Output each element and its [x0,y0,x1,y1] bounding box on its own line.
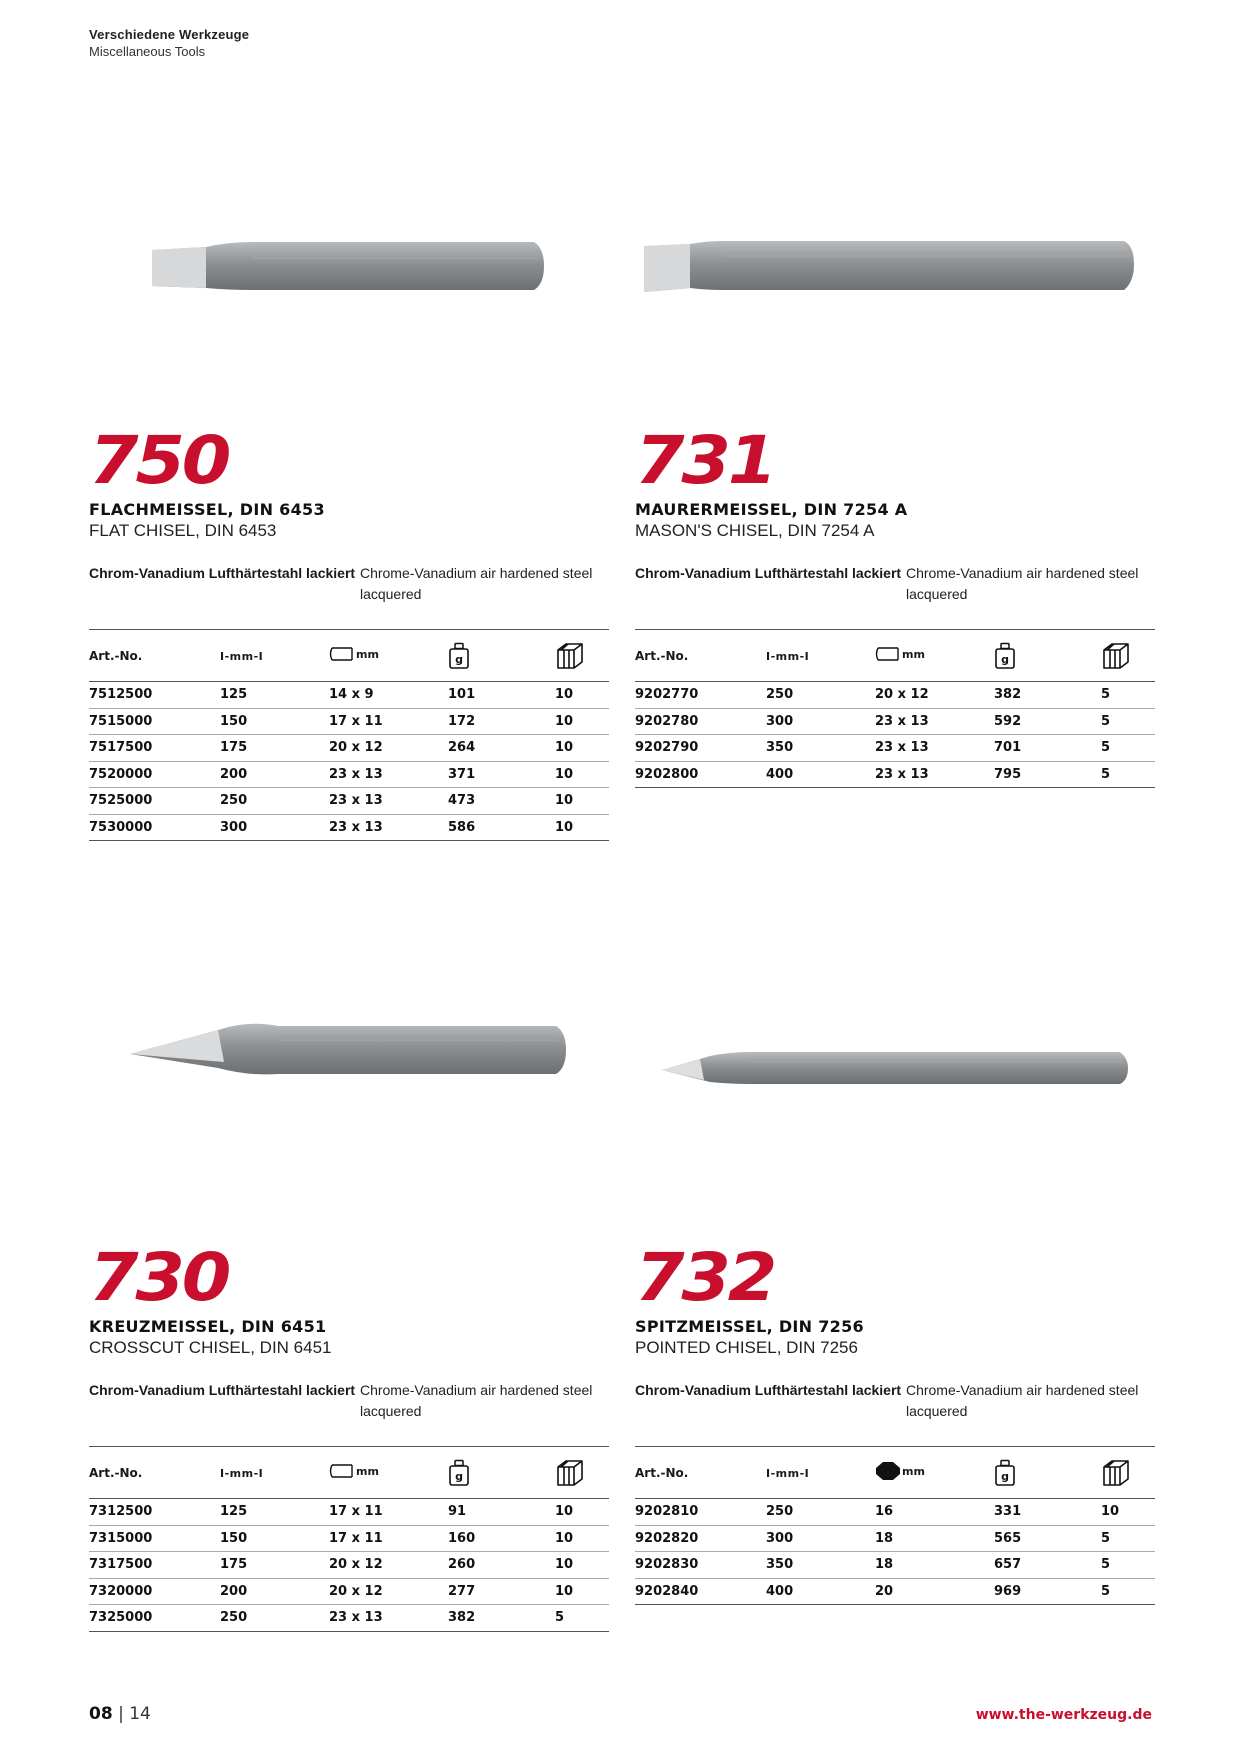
product-750 [89,422,609,841]
cell-pack: 10 [555,814,609,841]
rectangular-section-icon: mm [329,1461,379,1481]
cell-art-no: 9202770 [635,682,766,709]
spec-table [89,1446,609,1632]
cell-section: 20 x 12 [329,1578,448,1605]
website-link[interactable]: www.the-werkzeug.de [975,1707,1152,1723]
table-row [635,1552,1155,1579]
weight-g-icon [448,1459,470,1487]
cell-section: 17 x 11 [329,708,448,735]
page-header [89,27,249,59]
product-name-de: FLACHMEISSEL, DIN 6453 [89,500,325,519]
header-title-de: Verschiedene Werkzeuge [89,27,250,42]
cell-art-no: 9202820 [635,1525,766,1552]
cell-section: 23 x 13 [875,761,994,788]
cell-section: 16 [875,1499,994,1526]
cell-weight: 260 [448,1552,555,1579]
cell-art-no: 7530000 [89,814,220,841]
flat-chisel-image [148,240,548,296]
cell-weight: 969 [994,1578,1101,1605]
package-quantity-icon [555,1458,585,1488]
product-number: 731 [635,422,775,499]
table-row [89,708,609,735]
cell-art-no: 7317500 [89,1552,220,1579]
material-description [635,563,1155,605]
cell-length: 350 [766,735,875,762]
octagonal-section-icon: mm [875,1461,925,1481]
material-description [89,1380,609,1422]
cell-section: 23 x 13 [875,708,994,735]
product-name-en: CROSSCUT CHISEL, DIN 6451 [89,1338,332,1357]
material-de: Chrom-Vanadium Lufthärtestahl lackiert [635,1382,902,1398]
column-header-weight [448,630,555,682]
weight-g-icon [994,1459,1016,1487]
column-header-pack [555,1447,609,1499]
cell-section: 23 x 13 [329,761,448,788]
cell-length: 150 [220,708,329,735]
product-number: 750 [89,422,229,499]
product-730 [89,1239,609,1632]
column-header-length [220,630,329,682]
table-row [89,1605,609,1632]
cell-art-no: 9202810 [635,1499,766,1526]
column-header-art-no: Art.-No. [635,1447,766,1499]
cell-pack: 5 [1101,1525,1155,1552]
cell-weight: 264 [448,735,555,762]
table-row [89,682,609,709]
material-de: Chrom-Vanadium Lufthärtestahl lackiert [89,565,356,581]
cell-section: 17 x 11 [329,1499,448,1526]
product-number: 730 [89,1239,229,1316]
cell-weight: 382 [448,1605,555,1632]
cell-weight: 565 [994,1525,1101,1552]
column-header-section [329,630,448,682]
product-name-de: KREUZMEISSEL, DIN 6451 [89,1317,327,1336]
product-name-en: POINTED CHISEL, DIN 7256 [635,1338,858,1357]
table-row [635,1499,1155,1526]
material-description [635,1380,1155,1422]
cell-pack: 10 [555,761,609,788]
svg-text:g: g [455,652,463,666]
product-number: 732 [635,1239,775,1316]
column-header-weight [994,1447,1101,1499]
length-mm-icon: I-mm-I [220,1466,264,1480]
page-number [89,1704,151,1724]
cell-pack: 10 [555,682,609,709]
column-header-section [875,630,994,682]
cell-length: 125 [220,1499,329,1526]
cell-pack: 10 [555,735,609,762]
cell-art-no: 9202790 [635,735,766,762]
product-732 [635,1239,1155,1605]
package-quantity-icon [1101,641,1131,671]
cell-weight: 473 [448,788,555,815]
cell-weight: 657 [994,1552,1101,1579]
package-quantity-icon [1101,1458,1131,1488]
cell-weight: 172 [448,708,555,735]
cell-pack: 5 [1101,735,1155,762]
cell-weight: 586 [448,814,555,841]
weight-g-icon [994,642,1016,670]
material-en: Chrome-Vanadium air hardened steel lacquered [359,565,593,602]
material-de: Chrom-Vanadium Lufthärtestahl lackiert [635,565,902,581]
svg-text:g: g [1001,1469,1009,1483]
cell-art-no: 9202840 [635,1578,766,1605]
cell-art-no: 7512500 [89,682,220,709]
column-header-section [329,1447,448,1499]
cell-pack: 10 [555,788,609,815]
package-quantity-icon [555,641,585,671]
table-row [89,1578,609,1605]
product-731 [635,422,1155,788]
column-header-length [220,1447,329,1499]
header-title-en: Miscellaneous Tools [89,44,206,59]
cell-section: 20 x 12 [875,682,994,709]
cell-weight: 371 [448,761,555,788]
table-row [89,1552,609,1579]
page-number-value: 14 [129,1704,151,1724]
svg-text:g: g [455,1469,463,1483]
column-header-art-no: Art.-No. [89,630,220,682]
product-name-en: FLAT CHISEL, DIN 6453 [89,521,277,540]
cell-pack: 10 [1101,1499,1155,1526]
column-header-art-no: Art.-No. [635,630,766,682]
length-mm-icon: I-mm-I [220,649,264,663]
cell-pack: 5 [555,1605,609,1632]
cell-pack: 10 [555,1499,609,1526]
table-row [635,1578,1155,1605]
cell-section: 17 x 11 [329,1525,448,1552]
cell-section: 20 [875,1578,994,1605]
column-header-pack [555,630,609,682]
cell-length: 175 [220,735,329,762]
material-en: Chrome-Vanadium air hardened steel lacquered [905,565,1139,602]
table-row [635,682,1155,709]
cell-section: 23 x 13 [875,735,994,762]
cell-section: 23 x 13 [329,1605,448,1632]
cell-weight: 277 [448,1578,555,1605]
cell-section: 14 x 9 [329,682,448,709]
cell-length: 250 [766,1499,875,1526]
spec-table [89,629,609,841]
cell-weight: 795 [994,761,1101,788]
table-row [89,814,609,841]
cell-art-no: 9202780 [635,708,766,735]
table-row [635,708,1155,735]
product-name-en: MASON'S CHISEL, DIN 7254 A [635,521,875,540]
spec-table [635,1446,1155,1605]
column-header-weight [994,630,1101,682]
cell-section: 20 x 12 [329,735,448,762]
table-row [635,761,1155,788]
weight-g-icon [448,642,470,670]
cell-art-no: 7312500 [89,1499,220,1526]
cell-pack: 10 [555,1552,609,1579]
cell-pack: 10 [555,1578,609,1605]
rectangular-section-icon: mm [329,644,379,664]
cell-length: 175 [220,1552,329,1579]
crosscut-chisel-image [128,1018,568,1078]
cell-pack: 5 [1101,708,1155,735]
table-row [89,1525,609,1552]
cell-length: 200 [220,761,329,788]
table-row [635,1525,1155,1552]
cell-weight: 101 [448,682,555,709]
cell-pack: 5 [1101,1578,1155,1605]
cell-length: 400 [766,761,875,788]
column-header-length [766,1447,875,1499]
material-en: Chrome-Vanadium air hardened steel lacquered [359,1382,593,1419]
pointed-chisel-image [660,1050,1130,1090]
cell-weight: 382 [994,682,1101,709]
table-row [89,788,609,815]
cell-weight: 160 [448,1525,555,1552]
cell-weight: 91 [448,1499,555,1526]
cell-length: 350 [766,1552,875,1579]
cell-length: 200 [220,1578,329,1605]
cell-length: 300 [766,1525,875,1552]
cell-art-no: 7320000 [89,1578,220,1605]
cell-pack: 5 [1101,761,1155,788]
cell-section: 20 x 12 [329,1552,448,1579]
page-separator: | [118,1704,130,1724]
cell-length: 400 [766,1578,875,1605]
cell-section: 18 [875,1552,994,1579]
cell-art-no: 9202800 [635,761,766,788]
chapter-number: 08 [89,1704,113,1724]
cell-section: 23 x 13 [329,788,448,815]
length-mm-icon: I-mm-I [766,649,810,663]
length-mm-icon: I-mm-I [766,1466,810,1480]
column-header-length [766,630,875,682]
material-en: Chrome-Vanadium air hardened steel lacquered [905,1382,1139,1419]
cell-weight: 592 [994,708,1101,735]
material-description [89,563,609,605]
column-header-art-no: Art.-No. [89,1447,220,1499]
cell-art-no: 7525000 [89,788,220,815]
cell-art-no: 7325000 [89,1605,220,1632]
svg-text:g: g [1001,652,1009,666]
material-de: Chrom-Vanadium Lufthärtestahl lackiert [89,1382,356,1398]
cell-art-no: 9202830 [635,1552,766,1579]
cell-length: 125 [220,682,329,709]
masons-chisel-image [640,240,1140,296]
cell-pack: 5 [1101,1552,1155,1579]
column-header-pack [1101,1447,1155,1499]
cell-length: 150 [220,1525,329,1552]
table-row [89,1499,609,1526]
cell-section: 18 [875,1525,994,1552]
column-header-section [875,1447,994,1499]
cell-art-no: 7520000 [89,761,220,788]
cell-pack: 5 [1101,682,1155,709]
cell-length: 300 [220,814,329,841]
cell-art-no: 7517500 [89,735,220,762]
table-row [89,761,609,788]
cell-section: 23 x 13 [329,814,448,841]
product-name-de: MAURERMEISSEL, DIN 7254 A [635,500,908,519]
cell-pack: 10 [555,708,609,735]
cell-length: 250 [220,788,329,815]
spec-table [635,629,1155,788]
cell-pack: 10 [555,1525,609,1552]
column-header-pack [1101,630,1155,682]
cell-length: 300 [766,708,875,735]
cell-art-no: 7315000 [89,1525,220,1552]
table-row [89,735,609,762]
cell-length: 250 [220,1605,329,1632]
column-header-weight [448,1447,555,1499]
cell-weight: 331 [994,1499,1101,1526]
rectangular-section-icon: mm [875,644,925,664]
cell-length: 250 [766,682,875,709]
product-name-de: SPITZMEISSEL, DIN 7256 [635,1317,864,1336]
cell-art-no: 7515000 [89,708,220,735]
cell-weight: 701 [994,735,1101,762]
table-row [635,735,1155,762]
